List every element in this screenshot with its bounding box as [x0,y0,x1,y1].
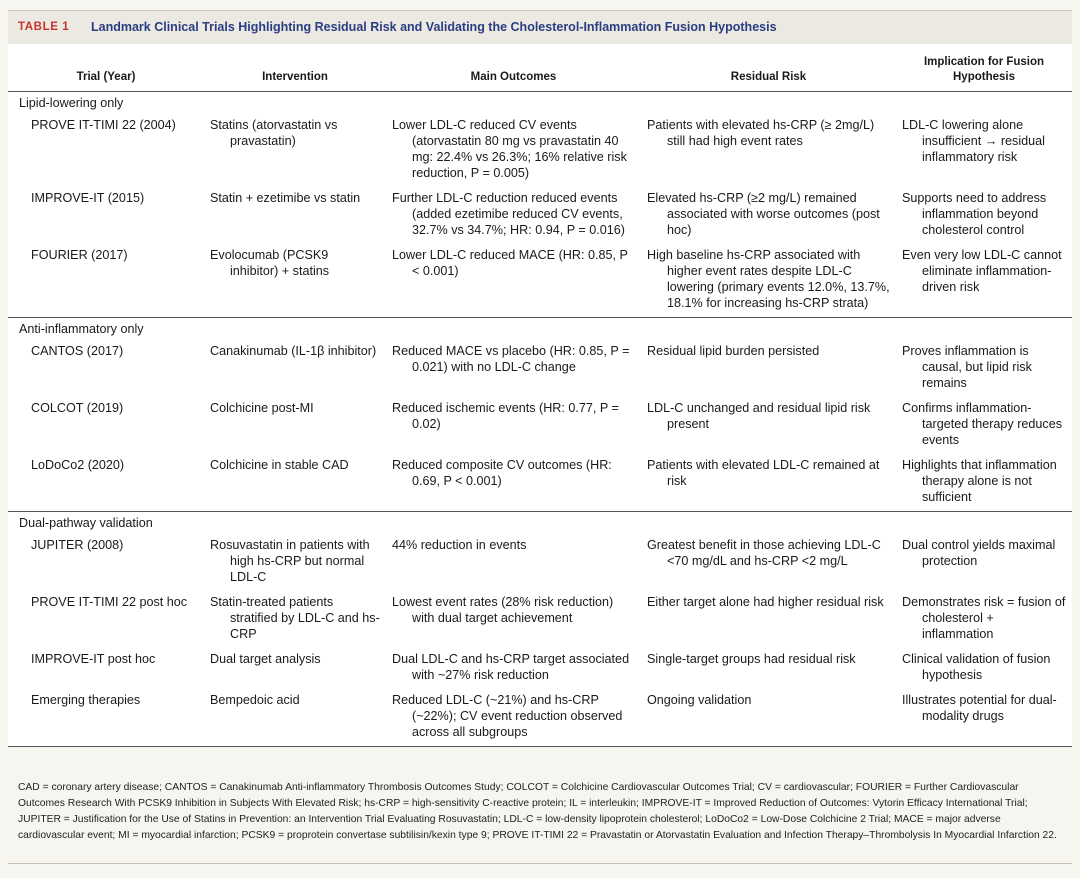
group-label: Dual-pathway validation [8,512,1072,535]
cell-intervention [204,397,386,454]
cell-intervention [204,534,386,591]
cell-trial-text: LoDoCo2 (2020) [31,458,125,472]
cell-residual-risk [641,187,896,244]
cell-trial-text: PROVE IT-TIMI 22 post hoc [31,595,188,609]
cell-implication [896,114,1072,187]
cell-main-outcomes [386,534,641,591]
group-label: Lipid-lowering only [19,96,124,110]
cell-trial [8,534,204,591]
cell-main-outcomes [386,454,641,512]
table-row [8,454,1072,512]
cell-trial [8,340,204,397]
cell-trial-text: IMPROVE-IT post hoc [31,652,156,666]
clinical-trials-table [8,44,1072,746]
cell-trial-text: Emerging therapies [31,693,141,707]
column-header: Residual Risk [641,44,896,92]
cell-trial-text: CANTOS (2017) [31,344,124,358]
cell-trial [8,114,204,187]
table-container [8,44,1072,747]
table-row [8,648,1072,689]
group-label: Anti-inflammatory only [8,318,1072,341]
cell-residual-risk-text: Elevated hs-CRP (≥2 mg/L) remained associated with worse outcomes (post hoc) [647,191,880,237]
cell-intervention-text: Evolocumab (PCSK9 inhibitor) + statins [210,248,330,278]
cell-implication-text: LDL-C lowering alone insufficient → residual inflammatory risk [902,118,1045,164]
cell-main-outcomes [386,591,641,648]
cell-implication-text: Supports need to address inflammation beyond cholesterol control [902,191,1047,237]
cell-implication [896,244,1072,318]
cell-residual-risk-text: Ongoing validation [647,693,752,707]
cell-main-outcomes [386,340,641,397]
cell-implication-text: Dual control yields maximal protection [902,538,1056,568]
cell-trial [8,397,204,454]
cell-residual-risk [641,244,896,318]
cell-intervention-text: Colchicine in stable CAD [210,458,349,472]
cell-intervention-text: Statin + ezetimibe vs statin [210,191,361,205]
cell-implication [896,648,1072,689]
cell-residual-risk [641,648,896,689]
cell-main-outcomes [386,244,641,318]
cell-main-outcomes-text: Lower LDL-C reduced CV events (atorvastatin 80 mg vs pravastatin 40 mg: 22.4% vs 26.3%; 16% relative risk reduction, P = 0.005) [392,118,627,180]
table-footnote [8,767,1072,864]
cell-main-outcomes-text: Lower LDL-C reduced MACE (HR: 0.85, P < 0.001) [392,248,628,278]
column-header: Intervention [204,44,386,92]
cell-main-outcomes-text: Reduced MACE vs placebo (HR: 0.85, P = 0.021) with no LDL-C change [392,344,630,374]
cell-main-outcomes-text: Further LDL-C reduction reduced events (added ezetimibe reduced CV events, 32.7% vs 34.7%; HR: 0.94, P = 0.016) [392,191,625,237]
cell-implication-text: Illustrates potential for dual-modality drugs [902,693,1057,723]
cell-main-outcomes-text: 44% reduction in events [392,538,527,552]
table-row [8,244,1072,318]
cell-residual-risk-text: Greatest benefit in those achieving LDL-C <70 mg/dL and hs-CRP <2 mg/L [647,538,881,568]
cell-residual-risk [641,114,896,187]
table-row [8,397,1072,454]
cell-intervention [204,244,386,318]
cell-residual-risk [641,534,896,591]
table-title-bar [8,10,1072,46]
cell-trial [8,648,204,689]
cell-intervention [204,648,386,689]
cell-implication [896,187,1072,244]
cell-intervention [204,340,386,397]
cell-intervention-text: Dual target analysis [210,652,321,666]
cell-intervention-text: Bempedoic acid [210,693,300,707]
table-row [8,114,1072,187]
cell-main-outcomes [386,187,641,244]
cell-intervention-text: Canakinumab (IL-1β inhibitor) [210,344,377,358]
cell-residual-risk-text: High baseline hs-CRP associated with higher event rates despite LDL-C lowering (primary events 12.0%, 13.7%, 18.1% for increasing hs-CRP strata) [647,248,890,310]
cell-main-outcomes-text: Reduced LDL-C (~21%) and hs-CRP (~22%); CV event reduction observed across all subgroups [392,693,623,739]
cell-implication [896,591,1072,648]
cell-main-outcomes-text: Reduced ischemic events (HR: 0.77, P = 0.02) [392,401,619,431]
cell-intervention-text: Statins (atorvastatin vs pravastatin) [210,118,338,148]
cell-residual-risk [641,591,896,648]
cell-main-outcomes [386,114,641,187]
cell-intervention [204,114,386,187]
cell-residual-risk-text: Either target alone had higher residual risk [647,595,884,609]
cell-implication-text: Highlights that inflammation therapy alone is not sufficient [902,458,1057,504]
cell-implication [896,534,1072,591]
cell-implication-text: Clinical validation of fusion hypothesis [902,652,1051,682]
cell-implication [896,397,1072,454]
group-header-row [8,92,1072,115]
cell-main-outcomes [386,689,641,746]
cell-residual-risk-text: Patients with elevated hs-CRP (≥ 2mg/L) still had high event rates [647,118,875,148]
cell-trial [8,454,204,512]
cell-intervention [204,689,386,746]
cell-trial-text: JUPITER (2008) [31,538,124,552]
cell-trial [8,591,204,648]
cell-trial-text: COLCOT (2019) [31,401,124,415]
cell-intervention [204,591,386,648]
cell-residual-risk-text: Residual lipid burden persisted [647,344,820,358]
cell-intervention-text: Statin-treated patients stratified by LDL-C and hs-CRP [210,595,380,641]
cell-implication [896,340,1072,397]
column-header: Trial (Year) [8,44,204,92]
cell-trial [8,244,204,318]
cell-implication-text: Confirms inflammation-targeted therapy reduces events [902,401,1063,447]
table-row [8,534,1072,591]
cell-residual-risk-text: Patients with elevated LDL-C remained at risk [647,458,880,488]
table-row [8,340,1072,397]
cell-implication-text: Proves inflammation is causal, but lipid risk remains [902,344,1032,390]
cell-main-outcomes [386,397,641,454]
cell-residual-risk-text: Single-target groups had residual risk [647,652,856,666]
table-row [8,591,1072,648]
cell-implication [896,454,1072,512]
column-header: Implication for Fusion Hypothesis [896,44,1072,92]
cell-trial [8,689,204,746]
cell-implication-text: Even very low LDL-C cannot eliminate inflammation-driven risk [902,248,1062,294]
footnote-text: CAD = coronary artery disease; CANTOS = Canakinumab Anti-inflammatory Thrombosis Outcomes Study; COLCOT = Colchicine Cardiovascular Outcomes Trial; CV = cardiovascular; FOURIER = Further Cardiovascular Outcomes Research With PCSK9 Inhibition in Subjects With Elevated Risk; hs-CRP = high-sensitivity C-reactive protein; IL = interleukin; IMPROVE-IT = Improved Reduction of Outcomes: Vytorin Efficacy International Trial; JUPITER = Justification for the Use of Statins in Prevention: an Intervention Trial Evaluating Rosuvastatin; LDL-C = low-density lipoprotein cholesterol; LoDoCo2 = Low-Dose Colchicine 2 Trial; MACE = major adverse cardiovascular event; MI = myocardial infarction; PCSK9 = proprotein convertase subtilisin/kexin type 9; PROVE IT-TIMI 22 = Pravastatin or Atorvastatin Evaluation and Infection Therapy–Thrombolysis In Myocardial Infarction 22. [18,782,1057,841]
table-label: TABLE 1 [18,21,70,33]
cell-trial [8,187,204,244]
cell-intervention-text: Rosuvastatin in patients with high hs-CRP but normal LDL-C [210,538,370,584]
cell-residual-risk [641,397,896,454]
table-body [8,92,1072,747]
table-header-row [8,44,1072,92]
cell-trial-text: FOURIER (2017) [31,248,128,262]
table-title: Landmark Clinical Trials Highlighting Residual Risk and Validating the Cholesterol-Inflammation Fusion Hypothesis [91,20,777,34]
cell-implication-text: Demonstrates risk = fusion of cholesterol + inflammation [902,595,1066,641]
cell-residual-risk [641,454,896,512]
cell-main-outcomes-text: Dual LDL-C and hs-CRP target associated with ~27% risk reduction [392,652,630,682]
cell-implication [896,689,1072,746]
group-header-row [8,512,1072,535]
cell-main-outcomes-text: Lowest event rates (28% risk reduction) with dual target achievement [392,595,614,625]
cell-intervention-text: Colchicine post-MI [210,401,314,415]
table-row [8,187,1072,244]
table-row [8,689,1072,746]
cell-main-outcomes-text: Reduced composite CV outcomes (HR: 0.69, P < 0.001) [392,458,612,488]
cell-trial-text: PROVE IT-TIMI 22 (2004) [31,118,176,132]
group-header-row [8,318,1072,341]
cell-residual-risk-text: LDL-C unchanged and residual lipid risk present [647,401,871,431]
cell-intervention [204,187,386,244]
cell-residual-risk [641,340,896,397]
cell-main-outcomes [386,648,641,689]
cell-trial-text: IMPROVE-IT (2015) [31,191,145,205]
column-header: Main Outcomes [386,44,641,92]
cell-intervention [204,454,386,512]
cell-residual-risk [641,689,896,746]
